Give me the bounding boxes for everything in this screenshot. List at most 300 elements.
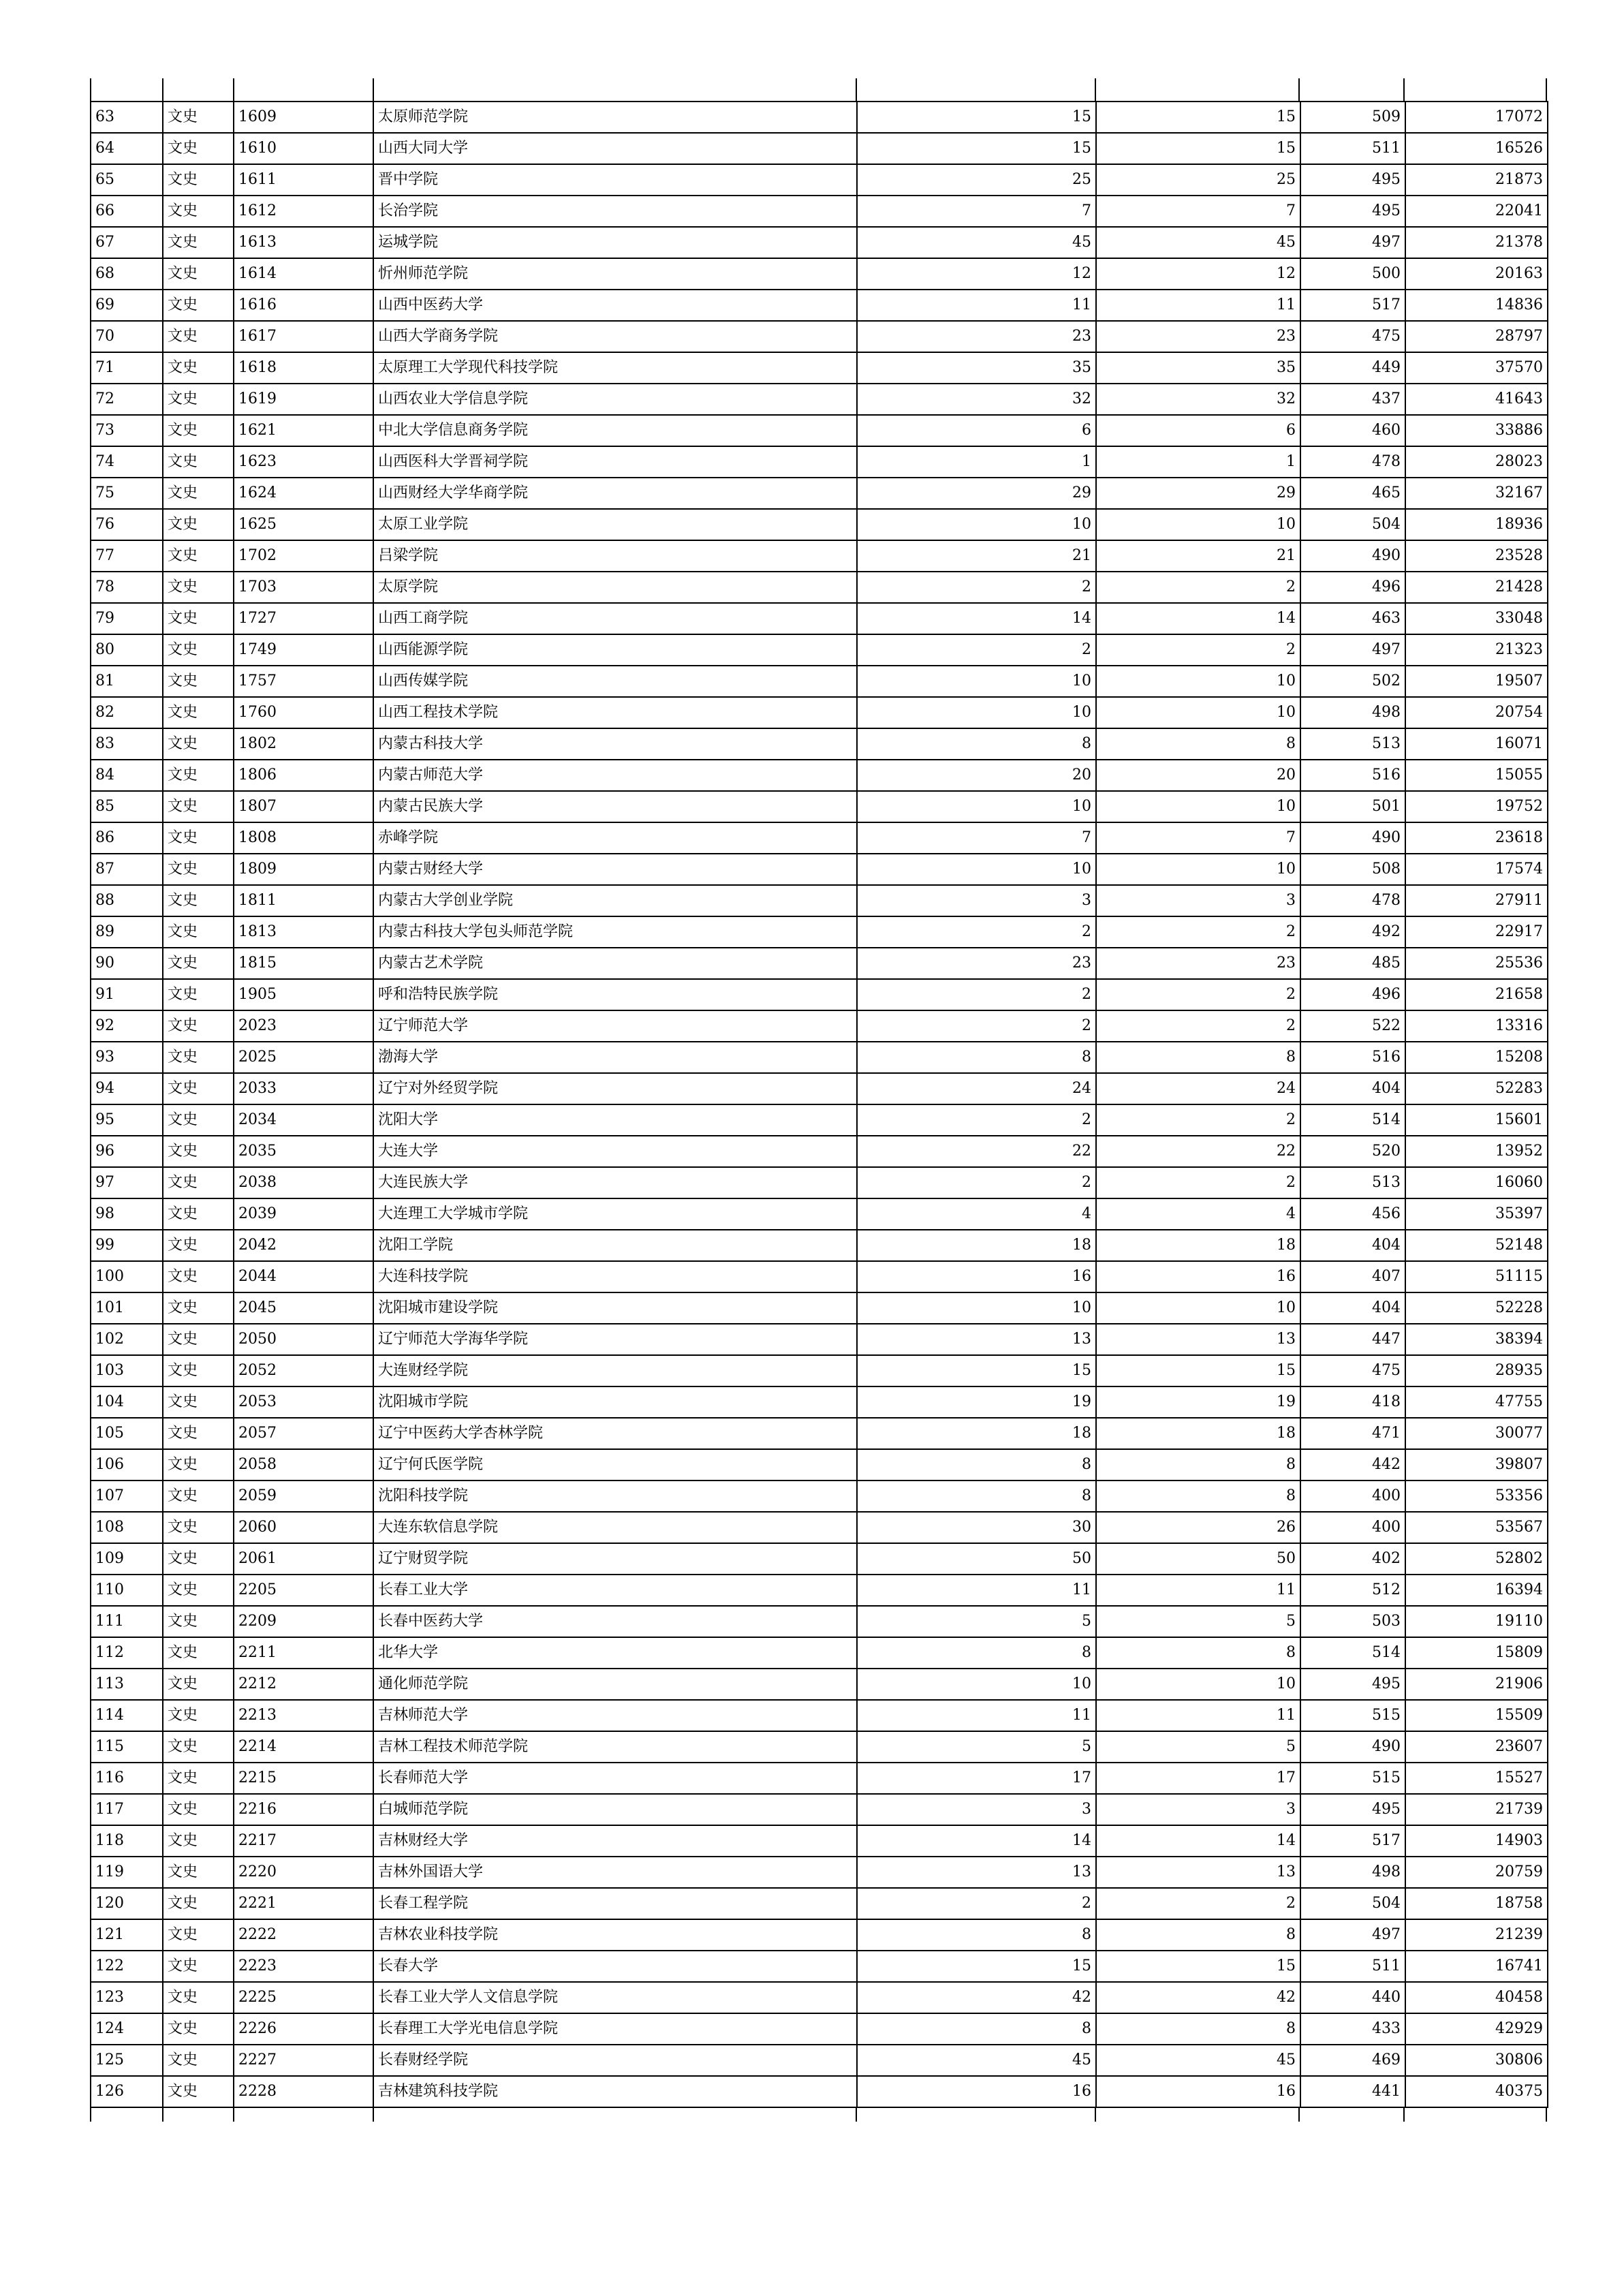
cell-admitted-count: 6 <box>1096 415 1300 446</box>
cell-school-code: 1703 <box>234 572 373 603</box>
cell-admitted-count: 10 <box>1096 697 1300 728</box>
cell-min-score: 404 <box>1300 1230 1405 1261</box>
cell-school-code: 2215 <box>234 1763 373 1794</box>
cell-row-index: 108 <box>91 1512 163 1543</box>
cell-row-index: 84 <box>91 760 163 791</box>
cell-plan-count: 23 <box>857 948 1096 979</box>
cell-min-score: 497 <box>1300 1919 1405 1951</box>
cell-min-score: 456 <box>1300 1198 1405 1230</box>
cell-admitted-count: 3 <box>1096 1794 1300 1825</box>
cell-school-code: 2059 <box>234 1481 373 1512</box>
cell-category: 文史 <box>163 1230 234 1261</box>
cell-school-code: 1617 <box>234 321 373 352</box>
cell-plan-count: 23 <box>857 321 1096 352</box>
cell-school-code: 1809 <box>234 854 373 885</box>
cell-row-index: 104 <box>91 1386 163 1418</box>
cell-category: 文史 <box>163 979 234 1010</box>
cell-min-rank: 52802 <box>1405 1543 1548 1575</box>
cell-row-index: 70 <box>91 321 163 352</box>
cell-min-score: 475 <box>1300 1355 1405 1386</box>
cell-plan-count: 13 <box>857 1324 1096 1355</box>
cell-admitted-count: 18 <box>1096 1230 1300 1261</box>
cell-category: 文史 <box>163 290 234 321</box>
cell-min-score: 497 <box>1300 227 1405 258</box>
cell-category: 文史 <box>163 1449 234 1481</box>
cell-min-rank: 21323 <box>1405 634 1548 666</box>
cell-row-index: 107 <box>91 1481 163 1512</box>
cell-min-score: 478 <box>1300 446 1405 478</box>
cell-plan-count: 10 <box>857 791 1096 822</box>
cell-min-score: 503 <box>1300 1606 1405 1637</box>
cell-plan-count: 10 <box>857 854 1096 885</box>
cell-min-rank: 20163 <box>1405 258 1548 290</box>
cell-admitted-count: 23 <box>1096 948 1300 979</box>
table-row <box>91 384 1548 415</box>
cell-min-score: 517 <box>1300 290 1405 321</box>
cell-school-code: 2038 <box>234 1167 373 1198</box>
cell-admitted-count: 29 <box>1096 478 1300 509</box>
cell-plan-count: 24 <box>857 1073 1096 1104</box>
cell-category: 文史 <box>163 1167 234 1198</box>
cell-min-rank: 51115 <box>1405 1261 1548 1292</box>
cell-min-score: 478 <box>1300 885 1405 916</box>
cell-min-rank: 21906 <box>1405 1669 1548 1700</box>
cell-school-code: 2221 <box>234 1888 373 1919</box>
table-row <box>91 321 1548 352</box>
cell-min-rank: 53567 <box>1405 1512 1548 1543</box>
cell-min-rank: 21739 <box>1405 1794 1548 1825</box>
cell-row-index: 116 <box>91 1763 163 1794</box>
cell-min-score: 498 <box>1300 697 1405 728</box>
cell-min-rank: 52148 <box>1405 1230 1548 1261</box>
cell-min-score: 500 <box>1300 258 1405 290</box>
table-row <box>91 1073 1548 1104</box>
cell-min-score: 492 <box>1300 916 1405 948</box>
cell-row-index: 109 <box>91 1543 163 1575</box>
cell-row-index: 115 <box>91 1731 163 1763</box>
cell-plan-count: 35 <box>857 352 1096 384</box>
cell-school-name: 辽宁对外经贸学院 <box>373 1073 857 1104</box>
cell-category: 文史 <box>163 666 234 697</box>
cell-admitted-count: 12 <box>1096 258 1300 290</box>
cell-school-name: 长春大学 <box>373 1951 857 1982</box>
cell-admitted-count: 19 <box>1096 1386 1300 1418</box>
cell-school-name: 沈阳大学 <box>373 1104 857 1136</box>
cell-plan-count: 17 <box>857 1763 1096 1794</box>
cell-school-code: 1757 <box>234 666 373 697</box>
table-row <box>91 2045 1548 2076</box>
cell-school-name: 长春师范大学 <box>373 1763 857 1794</box>
cell-plan-count: 3 <box>857 885 1096 916</box>
cell-category: 文史 <box>163 697 234 728</box>
cell-school-code: 1625 <box>234 509 373 540</box>
cell-admitted-count: 1 <box>1096 446 1300 478</box>
cell-min-rank: 47755 <box>1405 1386 1548 1418</box>
cell-min-rank: 40458 <box>1405 1982 1548 2013</box>
cell-plan-count: 2 <box>857 1104 1096 1136</box>
cell-category: 文史 <box>163 1512 234 1543</box>
cell-min-rank: 16526 <box>1405 133 1548 164</box>
cell-category: 文史 <box>163 164 234 196</box>
cell-row-index: 118 <box>91 1825 163 1857</box>
cell-row-index: 111 <box>91 1606 163 1637</box>
cell-row-index: 95 <box>91 1104 163 1136</box>
cell-min-rank: 21658 <box>1405 979 1548 1010</box>
cell-plan-count: 19 <box>857 1386 1096 1418</box>
cell-min-score: 400 <box>1300 1512 1405 1543</box>
cell-admitted-count: 32 <box>1096 384 1300 415</box>
cell-school-name: 山西能源学院 <box>373 634 857 666</box>
cell-row-index: 66 <box>91 196 163 227</box>
cell-plan-count: 10 <box>857 509 1096 540</box>
cell-category: 文史 <box>163 102 234 133</box>
cell-school-name: 长春工程学院 <box>373 1888 857 1919</box>
cell-admitted-count: 16 <box>1096 2076 1300 2107</box>
cell-plan-count: 15 <box>857 1951 1096 1982</box>
cell-category: 文史 <box>163 1763 234 1794</box>
cell-row-index: 88 <box>91 885 163 916</box>
table-row <box>91 1575 1548 1606</box>
cell-row-index: 90 <box>91 948 163 979</box>
cell-min-score: 516 <box>1300 760 1405 791</box>
cell-school-name: 太原学院 <box>373 572 857 603</box>
cell-min-score: 447 <box>1300 1324 1405 1355</box>
cell-admitted-count: 10 <box>1096 854 1300 885</box>
cell-min-score: 511 <box>1300 1951 1405 1982</box>
cell-admitted-count: 20 <box>1096 760 1300 791</box>
cell-plan-count: 10 <box>857 666 1096 697</box>
table-row <box>91 1888 1548 1919</box>
cell-plan-count: 10 <box>857 697 1096 728</box>
cell-school-name: 忻州师范学院 <box>373 258 857 290</box>
table-row <box>91 258 1548 290</box>
cell-school-code: 2057 <box>234 1418 373 1449</box>
cell-category: 文史 <box>163 446 234 478</box>
table-row <box>91 1606 1548 1637</box>
cell-min-score: 504 <box>1300 1888 1405 1919</box>
cell-min-score: 490 <box>1300 822 1405 854</box>
cell-school-name: 山西工程技术学院 <box>373 697 857 728</box>
cell-min-score: 402 <box>1300 1543 1405 1575</box>
cell-min-rank: 23528 <box>1405 540 1548 572</box>
cell-min-score: 460 <box>1300 415 1405 446</box>
cell-admitted-count: 23 <box>1096 321 1300 352</box>
cell-school-name: 内蒙古科技大学 <box>373 728 857 760</box>
cell-min-rank: 21378 <box>1405 227 1548 258</box>
cell-school-name: 大连理工大学城市学院 <box>373 1198 857 1230</box>
cell-min-rank: 28935 <box>1405 1355 1548 1386</box>
cell-min-rank: 16394 <box>1405 1575 1548 1606</box>
cell-row-index: 80 <box>91 634 163 666</box>
cell-plan-count: 14 <box>857 1825 1096 1857</box>
cell-school-code: 2217 <box>234 1825 373 1857</box>
cell-category: 文史 <box>163 1418 234 1449</box>
cell-category: 文史 <box>163 1794 234 1825</box>
cell-row-index: 92 <box>91 1010 163 1042</box>
cell-min-rank: 15601 <box>1405 1104 1548 1136</box>
cell-school-name: 吉林农业科技学院 <box>373 1919 857 1951</box>
cell-school-name: 太原师范学院 <box>373 102 857 133</box>
cell-school-code: 2226 <box>234 2013 373 2045</box>
cell-row-index: 105 <box>91 1418 163 1449</box>
cell-admitted-count: 2 <box>1096 1010 1300 1042</box>
cell-school-name: 白城师范学院 <box>373 1794 857 1825</box>
cell-plan-count: 8 <box>857 2013 1096 2045</box>
cell-school-name: 内蒙古艺术学院 <box>373 948 857 979</box>
cell-plan-count: 21 <box>857 540 1096 572</box>
cell-category: 文史 <box>163 2013 234 2045</box>
cell-school-name: 大连大学 <box>373 1136 857 1167</box>
cell-plan-count: 16 <box>857 2076 1096 2107</box>
cell-plan-count: 15 <box>857 102 1096 133</box>
cell-school-name: 内蒙古师范大学 <box>373 760 857 791</box>
cell-school-code: 2050 <box>234 1324 373 1355</box>
cell-row-index: 77 <box>91 540 163 572</box>
cell-category: 文史 <box>163 227 234 258</box>
cell-min-rank: 20754 <box>1405 697 1548 728</box>
cell-min-score: 485 <box>1300 948 1405 979</box>
cell-school-code: 2044 <box>234 1261 373 1292</box>
cell-plan-count: 8 <box>857 1637 1096 1669</box>
cell-plan-count: 10 <box>857 1292 1096 1324</box>
cell-school-code: 1610 <box>234 133 373 164</box>
table-row <box>91 603 1548 634</box>
cell-row-index: 98 <box>91 1198 163 1230</box>
table-row <box>91 415 1548 446</box>
cell-school-code: 2213 <box>234 1700 373 1731</box>
table-row <box>91 133 1548 164</box>
table-row <box>91 1543 1548 1575</box>
cell-plan-count: 4 <box>857 1198 1096 1230</box>
cell-admitted-count: 10 <box>1096 1292 1300 1324</box>
cell-category: 文史 <box>163 1575 234 1606</box>
cell-admitted-count: 10 <box>1096 791 1300 822</box>
cell-plan-count: 2 <box>857 1888 1096 1919</box>
cell-min-rank: 17574 <box>1405 854 1548 885</box>
cell-min-rank: 13952 <box>1405 1136 1548 1167</box>
cell-school-code: 2034 <box>234 1104 373 1136</box>
cell-min-rank: 33048 <box>1405 603 1548 634</box>
cell-plan-count: 18 <box>857 1418 1096 1449</box>
cell-category: 文史 <box>163 728 234 760</box>
cell-school-name: 内蒙古大学创业学院 <box>373 885 857 916</box>
table-row <box>91 196 1548 227</box>
cell-school-code: 2042 <box>234 1230 373 1261</box>
cell-min-rank: 15809 <box>1405 1637 1548 1669</box>
cell-admitted-count: 15 <box>1096 1951 1300 1982</box>
cell-min-rank: 23607 <box>1405 1731 1548 1763</box>
cell-category: 文史 <box>163 1481 234 1512</box>
table-row <box>91 1857 1548 1888</box>
cell-row-index: 64 <box>91 133 163 164</box>
cell-min-rank: 15055 <box>1405 760 1548 791</box>
cell-school-code: 1621 <box>234 415 373 446</box>
cell-school-code: 2060 <box>234 1512 373 1543</box>
cell-admitted-count: 2 <box>1096 1104 1300 1136</box>
cell-min-score: 418 <box>1300 1386 1405 1418</box>
cell-min-rank: 19110 <box>1405 1606 1548 1637</box>
cell-category: 文史 <box>163 603 234 634</box>
cell-category: 文史 <box>163 258 234 290</box>
cell-plan-count: 18 <box>857 1230 1096 1261</box>
table-row <box>91 1512 1548 1543</box>
cell-school-name: 太原理工大学现代科技学院 <box>373 352 857 384</box>
cell-category: 文史 <box>163 321 234 352</box>
cell-school-name: 山西中医药大学 <box>373 290 857 321</box>
cell-category: 文史 <box>163 854 234 885</box>
cell-plan-count: 1 <box>857 446 1096 478</box>
cell-plan-count: 22 <box>857 1136 1096 1167</box>
cell-admitted-count: 2 <box>1096 572 1300 603</box>
cell-min-score: 504 <box>1300 509 1405 540</box>
cell-row-index: 69 <box>91 290 163 321</box>
cell-plan-count: 8 <box>857 1449 1096 1481</box>
cell-category: 文史 <box>163 478 234 509</box>
cell-min-rank: 52283 <box>1405 1073 1548 1104</box>
table-row <box>91 666 1548 697</box>
cell-min-rank: 42929 <box>1405 2013 1548 2045</box>
cell-school-name: 沈阳工学院 <box>373 1230 857 1261</box>
cell-min-score: 514 <box>1300 1104 1405 1136</box>
cell-category: 文史 <box>163 2045 234 2076</box>
cell-school-name: 山西农业大学信息学院 <box>373 384 857 415</box>
cell-row-index: 78 <box>91 572 163 603</box>
cell-row-index: 67 <box>91 227 163 258</box>
cell-admitted-count: 10 <box>1096 666 1300 697</box>
table-row <box>91 2013 1548 2045</box>
cell-min-score: 513 <box>1300 1167 1405 1198</box>
cell-plan-count: 45 <box>857 227 1096 258</box>
cell-row-index: 93 <box>91 1042 163 1073</box>
cell-row-index: 87 <box>91 854 163 885</box>
cell-min-rank: 22917 <box>1405 916 1548 948</box>
cell-plan-count: 16 <box>857 1261 1096 1292</box>
cell-category: 文史 <box>163 572 234 603</box>
cell-school-name: 山西大同大学 <box>373 133 857 164</box>
cell-school-name: 中北大学信息商务学院 <box>373 415 857 446</box>
cell-category: 文史 <box>163 1010 234 1042</box>
cell-min-score: 497 <box>1300 634 1405 666</box>
table-row <box>91 164 1548 196</box>
cell-category: 文史 <box>163 1104 234 1136</box>
table-row <box>91 290 1548 321</box>
cell-school-name: 山西大学商务学院 <box>373 321 857 352</box>
cell-min-score: 441 <box>1300 2076 1405 2107</box>
cell-min-score: 496 <box>1300 572 1405 603</box>
cell-row-index: 100 <box>91 1261 163 1292</box>
cell-school-code: 2061 <box>234 1543 373 1575</box>
cell-row-index: 65 <box>91 164 163 196</box>
cell-admitted-count: 14 <box>1096 1825 1300 1857</box>
cell-min-rank: 25536 <box>1405 948 1548 979</box>
cell-school-code: 1613 <box>234 227 373 258</box>
cell-plan-count: 15 <box>857 1355 1096 1386</box>
cell-school-code: 1616 <box>234 290 373 321</box>
cell-school-name: 呼和浩特民族学院 <box>373 979 857 1010</box>
cell-plan-count: 2 <box>857 634 1096 666</box>
table-row <box>91 1261 1548 1292</box>
cell-row-index: 101 <box>91 1292 163 1324</box>
cell-school-code: 2033 <box>234 1073 373 1104</box>
cell-plan-count: 7 <box>857 822 1096 854</box>
cell-school-code: 1614 <box>234 258 373 290</box>
cell-admitted-count: 15 <box>1096 133 1300 164</box>
cell-school-code: 2209 <box>234 1606 373 1637</box>
cell-category: 文史 <box>163 916 234 948</box>
cell-row-index: 114 <box>91 1700 163 1731</box>
table-body <box>91 102 1548 2107</box>
cell-row-index: 91 <box>91 979 163 1010</box>
cell-school-name: 吉林师范大学 <box>373 1700 857 1731</box>
cell-category: 文史 <box>163 1637 234 1669</box>
cell-admitted-count: 45 <box>1096 227 1300 258</box>
table-row <box>91 1449 1548 1481</box>
cell-min-rank: 52228 <box>1405 1292 1548 1324</box>
cell-plan-count: 5 <box>857 1731 1096 1763</box>
cell-row-index: 85 <box>91 791 163 822</box>
cell-row-index: 83 <box>91 728 163 760</box>
cell-admitted-count: 42 <box>1096 1982 1300 2013</box>
cell-admitted-count: 10 <box>1096 1669 1300 1700</box>
cell-school-name: 沈阳城市学院 <box>373 1386 857 1418</box>
cell-admitted-count: 13 <box>1096 1324 1300 1355</box>
cell-min-rank: 37570 <box>1405 352 1548 384</box>
cell-min-score: 471 <box>1300 1418 1405 1449</box>
cell-school-code: 1749 <box>234 634 373 666</box>
table-row <box>91 979 1548 1010</box>
table-row <box>91 1230 1548 1261</box>
cell-min-score: 498 <box>1300 1857 1405 1888</box>
table-row <box>91 1136 1548 1167</box>
cell-school-code: 2223 <box>234 1951 373 1982</box>
cell-category: 文史 <box>163 540 234 572</box>
cell-row-index: 125 <box>91 2045 163 2076</box>
cell-category: 文史 <box>163 1261 234 1292</box>
cell-category: 文史 <box>163 1700 234 1731</box>
cell-school-name: 长春工业大学 <box>373 1575 857 1606</box>
cell-category: 文史 <box>163 1951 234 1982</box>
cell-admitted-count: 24 <box>1096 1073 1300 1104</box>
cell-row-index: 89 <box>91 916 163 948</box>
table-row <box>91 1794 1548 1825</box>
cell-school-code: 2222 <box>234 1919 373 1951</box>
cell-admitted-count: 7 <box>1096 822 1300 854</box>
cell-school-code: 2225 <box>234 1982 373 2013</box>
cell-min-rank: 16741 <box>1405 1951 1548 1982</box>
cell-category: 文史 <box>163 1386 234 1418</box>
table-row <box>91 791 1548 822</box>
table-row <box>91 1982 1548 2013</box>
cell-row-index: 86 <box>91 822 163 854</box>
table-row <box>91 1481 1548 1512</box>
cell-min-rank: 23618 <box>1405 822 1548 854</box>
cell-school-name: 吕梁学院 <box>373 540 857 572</box>
cell-row-index: 97 <box>91 1167 163 1198</box>
table-row <box>91 916 1548 948</box>
cell-min-rank: 16060 <box>1405 1167 1548 1198</box>
table-row <box>91 509 1548 540</box>
cell-plan-count: 2 <box>857 916 1096 948</box>
cell-category: 文史 <box>163 1982 234 2013</box>
cell-school-name: 辽宁财贸学院 <box>373 1543 857 1575</box>
cell-min-score: 437 <box>1300 384 1405 415</box>
cell-category: 文史 <box>163 1073 234 1104</box>
cell-min-rank: 14836 <box>1405 290 1548 321</box>
cell-row-index: 73 <box>91 415 163 446</box>
cell-school-code: 1612 <box>234 196 373 227</box>
cell-category: 文史 <box>163 1857 234 1888</box>
cell-admitted-count: 8 <box>1096 1481 1300 1512</box>
